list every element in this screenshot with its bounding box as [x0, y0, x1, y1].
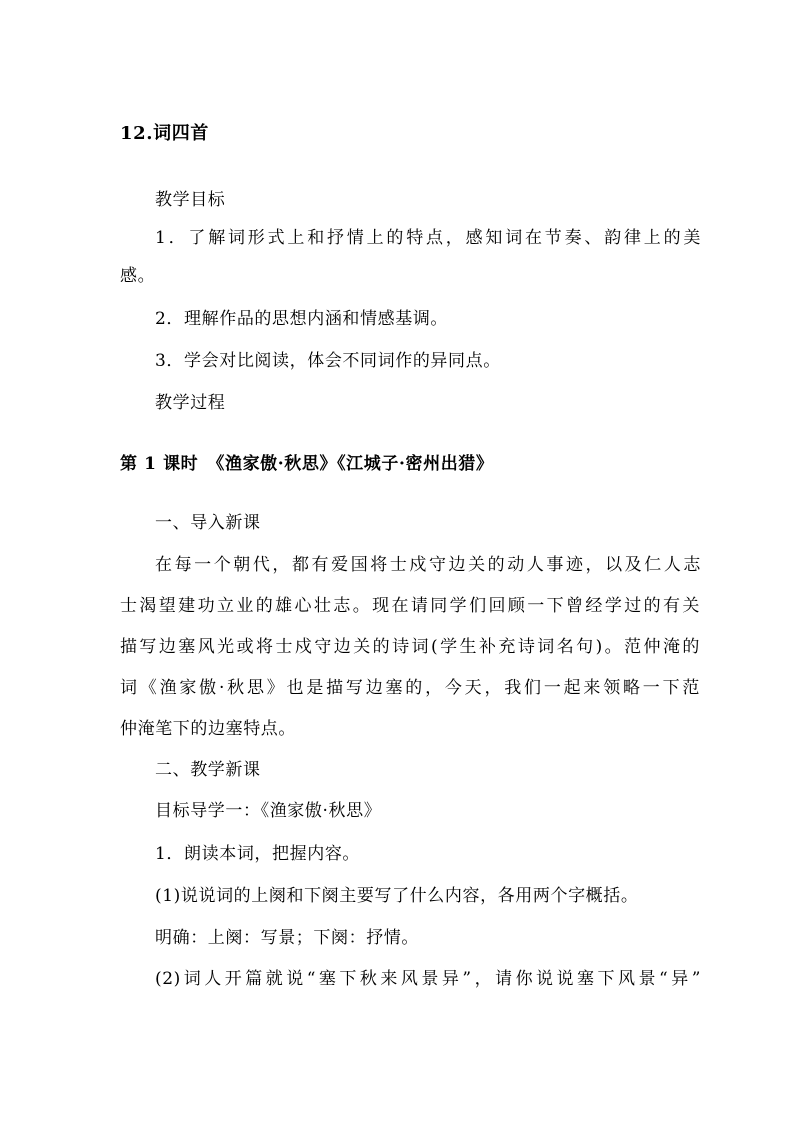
- question-2: (2)词人开篇就说“塞下秋来风景异”，请你说说塞下风景“异”: [155, 969, 701, 989]
- part-1-heading: 一、导入新课: [155, 513, 261, 533]
- question-1: (1)说说词的上阕和下阕主要写了什么内容，各用两个字概括。: [155, 886, 639, 906]
- intro-paragraph-line-4: 词《渔家傲·秋思》也是描写边塞的，今天，我们一起来领略一下范: [120, 678, 700, 698]
- target-heading-1: 目标导学一：《渔家傲·秋思》: [155, 801, 382, 821]
- section-heading-goals: 教学目标: [155, 190, 226, 210]
- intro-paragraph-line-1: 在每一个朝代，都有爱国将士戍守边关的动人事迹，以及仁人志: [155, 555, 701, 575]
- document-title: 12.词四首: [120, 123, 209, 144]
- intro-paragraph-line-3: 描写边塞风光或将士戍守边关的诗词(学生补充诗词名句)。范仲淹的: [120, 637, 700, 657]
- part-2-heading: 二、教学新课: [155, 760, 261, 780]
- goal-item-2: 2．理解作品的思想内涵和情感基调。: [155, 309, 449, 329]
- answer-1: 明确：上阕：写景；下阕：抒情。: [155, 928, 419, 948]
- step-1: 1．朗读本词，把握内容。: [155, 844, 361, 864]
- intro-paragraph-line-5: 仲淹笔下的边塞特点。: [120, 719, 296, 739]
- goal-item-1-line-1: 1．了解词形式上和抒情上的特点，感知词在节奏、韵律上的美: [155, 228, 701, 248]
- intro-paragraph-line-2: 士渴望建功立业的雄心壮志。现在请同学们回顾一下曾经学过的有关: [120, 596, 700, 616]
- goal-item-1-line-2: 感。: [120, 266, 156, 286]
- goal-item-3: 3．学会对比阅读，体会不同词作的异同点。: [155, 351, 501, 371]
- lesson-heading: 第 1 课时 《渔家傲·秋思》《江城子·密州出猎》: [120, 454, 494, 474]
- section-heading-process: 教学过程: [155, 393, 226, 413]
